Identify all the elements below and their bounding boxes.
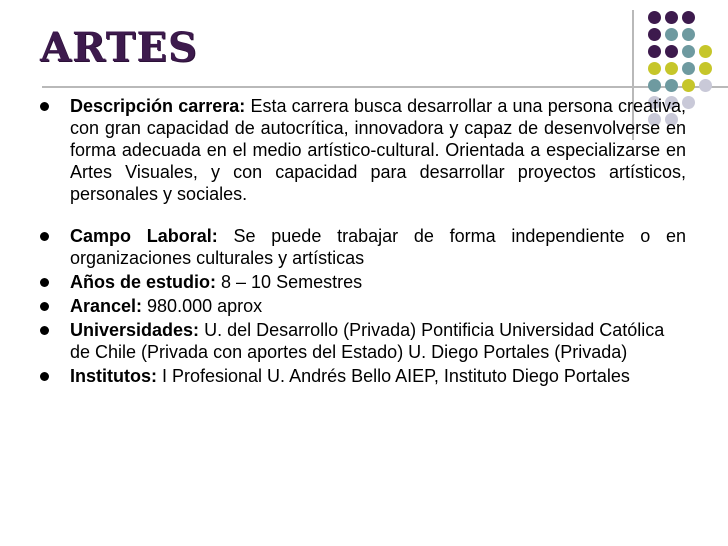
- decorative-dot: [648, 62, 661, 75]
- slide-content: [40, 95, 686, 389]
- decorative-dot: [665, 45, 678, 58]
- bullet-list: [40, 95, 686, 387]
- bullet-label: Campo Laboral:: [70, 226, 218, 246]
- bullet-item-institutos: [40, 365, 686, 387]
- bullet-item-descripcion: [40, 95, 686, 205]
- bullet-text: I Profesional U. Andrés Bello AIEP, Instituto Diego Portales: [157, 366, 630, 386]
- decorative-dot: [648, 79, 661, 92]
- bullet-icon: [40, 102, 49, 111]
- bullet-label: Años de estudio:: [70, 272, 217, 292]
- decorative-dot: [665, 62, 678, 75]
- bullet-item-campo-laboral: [40, 225, 686, 269]
- bullet-icon: [40, 326, 49, 335]
- decorative-dot: [699, 45, 712, 58]
- bullet-label: Universidades:: [70, 320, 200, 340]
- bullet-text: 8 – 10 Semestres: [216, 272, 363, 292]
- bullet-text: Se puede trabajar de forma independiente o en organizaciones culturales y artísticas: [70, 226, 687, 268]
- bullet-icon: [40, 302, 49, 311]
- bullet-text: 980.000 aprox: [142, 296, 263, 316]
- bullet-item-universidades: [40, 319, 686, 363]
- slide-title: ARTES: [40, 24, 198, 71]
- decorative-dot: [648, 45, 661, 58]
- decorative-dot: [665, 28, 678, 41]
- bullet-item-anos-estudio: [40, 271, 686, 293]
- bullet-icon: [40, 372, 49, 381]
- decorative-horizontal-line: [42, 86, 728, 88]
- decorative-dot: [665, 79, 678, 92]
- bullet-icon: [40, 278, 49, 287]
- decorative-dot: [665, 11, 678, 24]
- decorative-dot: [699, 79, 712, 92]
- bullet-label: Descripción carrera:: [70, 96, 246, 116]
- decorative-dot: [682, 79, 695, 92]
- decorative-dot: [648, 11, 661, 24]
- bullet-icon: [40, 232, 49, 241]
- bullet-label: Institutos:: [70, 366, 157, 386]
- decorative-dot: [682, 62, 695, 75]
- bullet-text: U. del Desarrollo (Privada) Pontificia Universidad Católica de Chile (Privada con aportes del Estado) U. Diego Portales (Privada): [70, 320, 665, 362]
- bullet-label: Arancel:: [70, 296, 143, 316]
- decorative-dot: [682, 11, 695, 24]
- decorative-dot: [682, 28, 695, 41]
- bullet-text: Esta carrera busca desarrollar a una persona creativa, con gran capacidad de autocrítica, innovadora y capaz de desenvolverse en forma adecuada en el medio artístico-cultural. Orientada a especializarse en Artes Visuales, y con capacidad para desarrollar proyectos artísticos, personales y sociales.: [70, 96, 686, 204]
- bullet-item-arancel: [40, 295, 686, 317]
- decorative-dot: [648, 28, 661, 41]
- decorative-dot: [682, 45, 695, 58]
- decorative-dot: [699, 62, 712, 75]
